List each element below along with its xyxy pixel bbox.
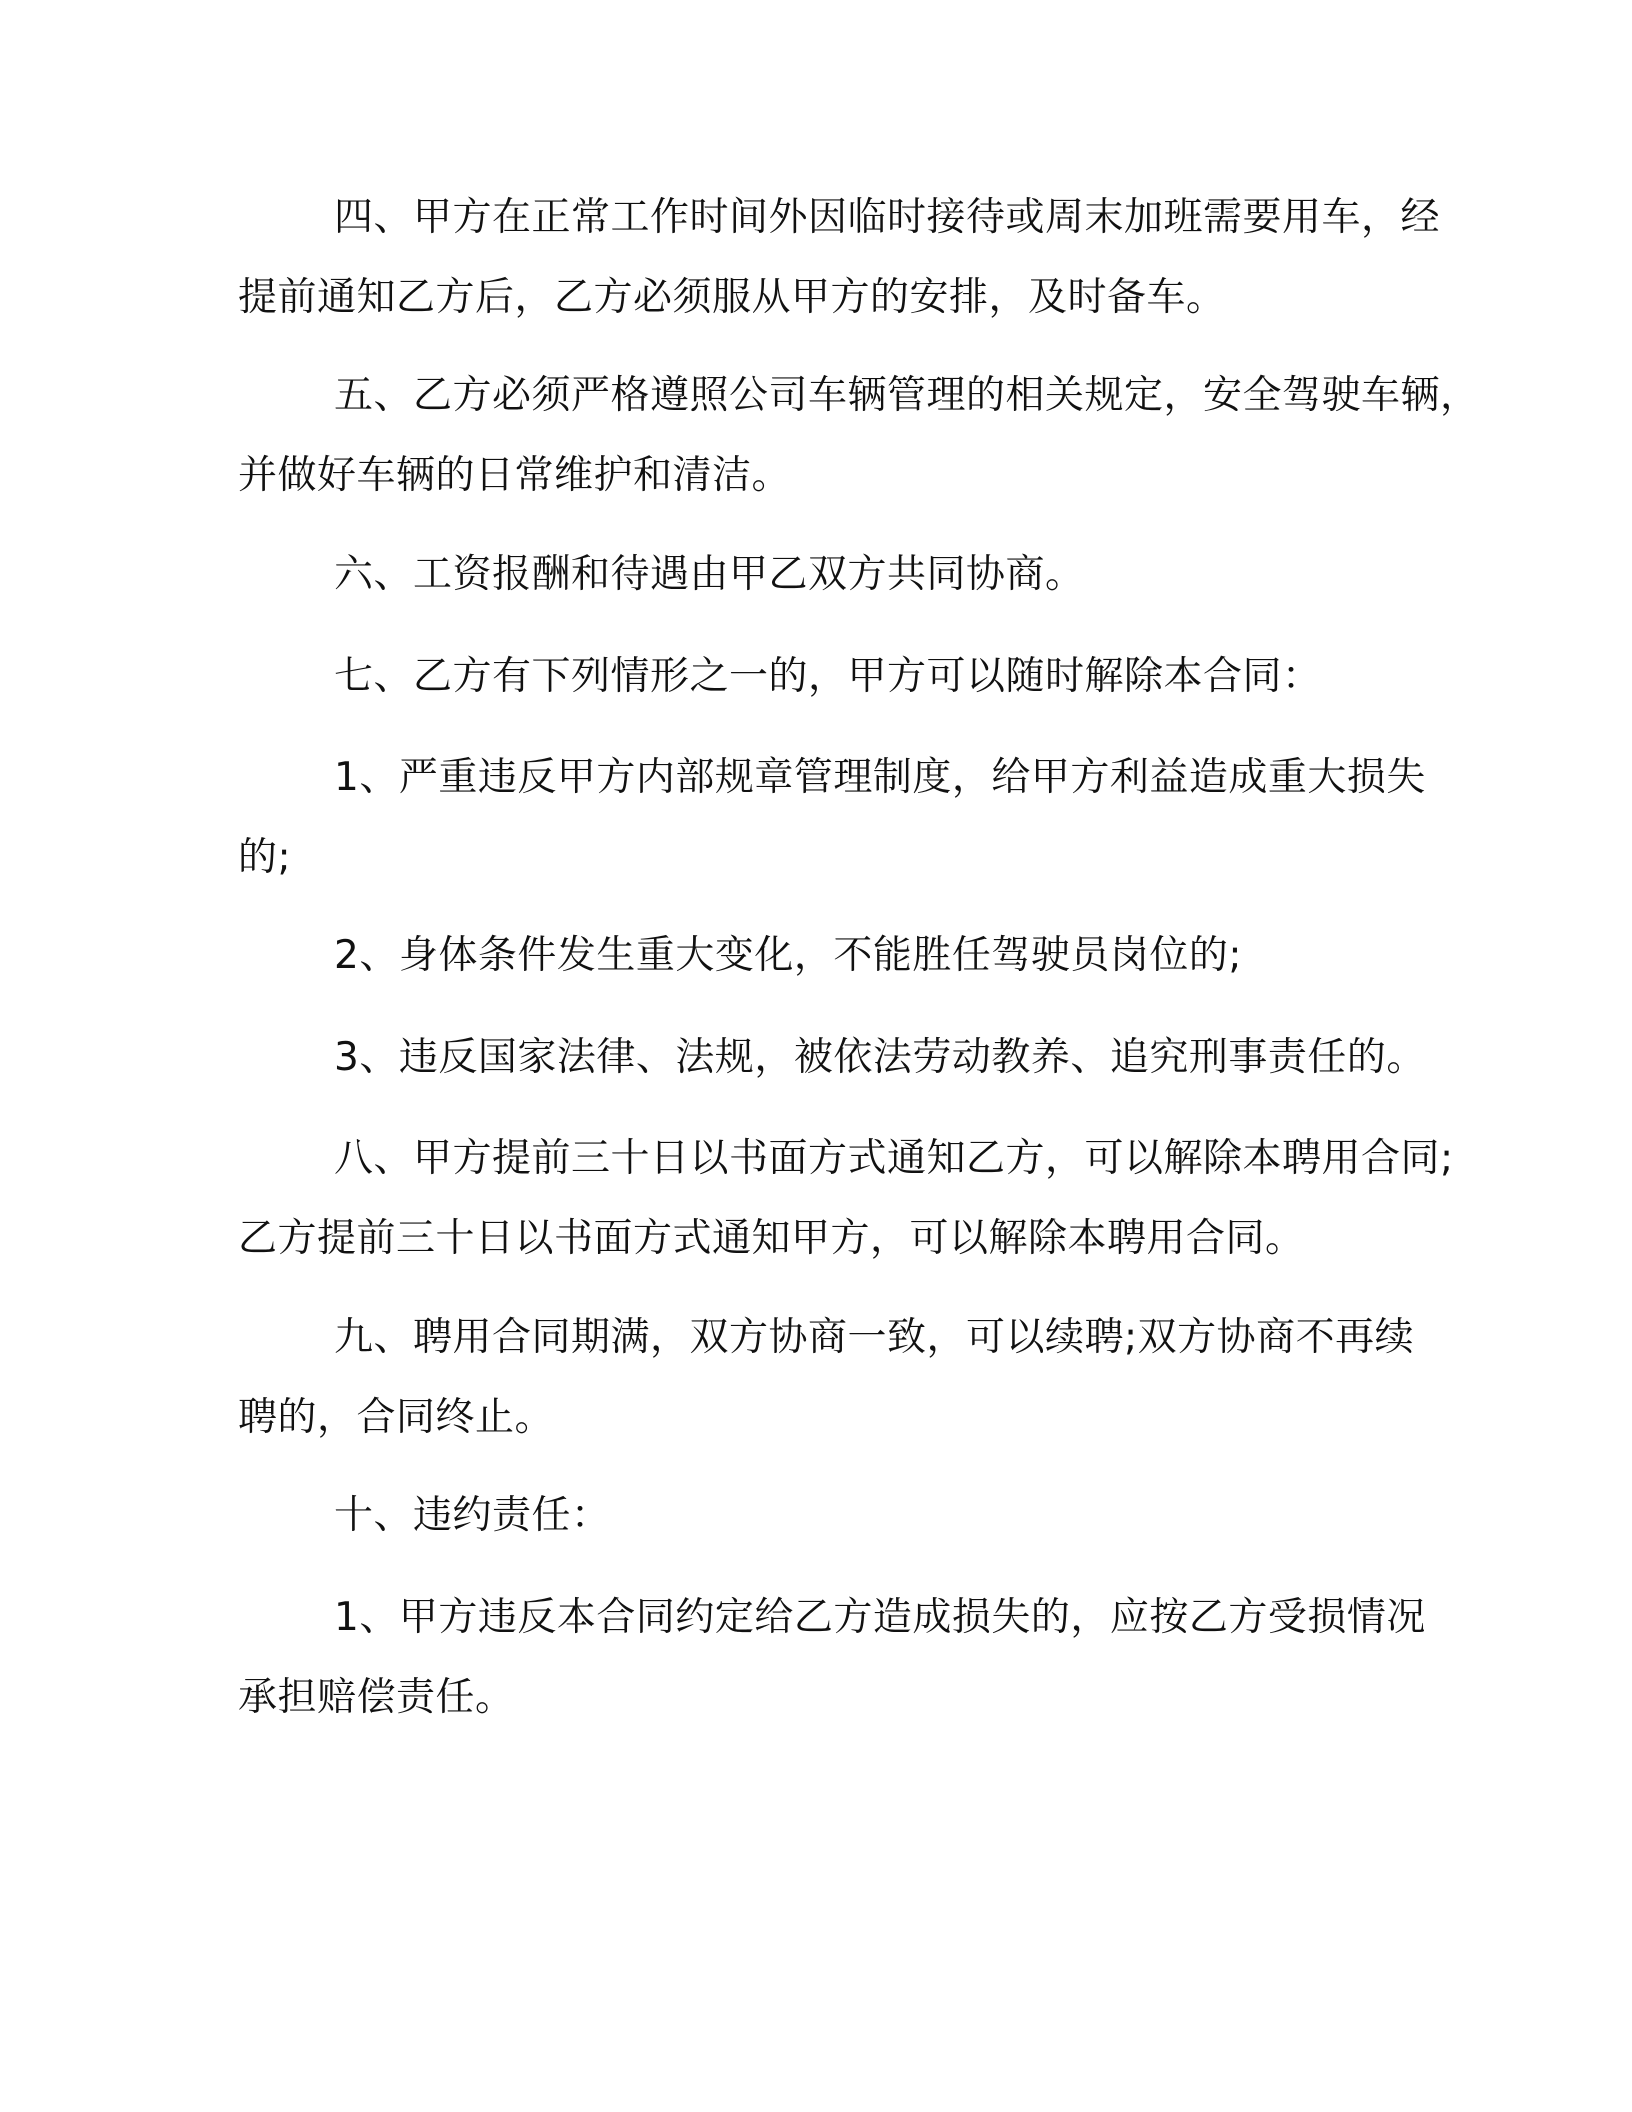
clause-6-line-1: 六、工资报酬和待遇由甲乙双方共同协商。 bbox=[334, 552, 1085, 597]
clause-10-item-1-line-2: 承担赔偿责任。 bbox=[238, 1675, 515, 1720]
clause-7-item-1-line-1: 1、严重违反甲方内部规章管理制度，给甲方利益造成重大损失 bbox=[334, 755, 1426, 800]
clause-5-line-2: 并做好车辆的日常维护和清洁。 bbox=[238, 453, 792, 498]
clause-4-line-2: 提前通知乙方后，乙方必须服从甲方的安排，及时备车。 bbox=[238, 275, 1226, 320]
clause-10-line-1: 十、违约责任： bbox=[334, 1493, 611, 1538]
clause-8-line-2: 乙方提前三十日以书面方式通知甲方，可以解除本聘用合同。 bbox=[238, 1216, 1305, 1261]
clause-7-item-1-line-2: 的; bbox=[238, 835, 292, 880]
clause-8-line-1: 八、甲方提前三十日以书面方式通知乙方，可以解除本聘用合同; bbox=[334, 1136, 1454, 1181]
clause-7-item-3-line-1: 3、违反国家法律、法规，被依法劳动教养、追究刑事责任的。 bbox=[334, 1035, 1426, 1080]
clause-9-line-2: 聘的，合同终止。 bbox=[238, 1395, 555, 1440]
clause-10-item-1-line-1: 1、甲方违反本合同约定给乙方造成损失的，应按乙方受损情况 bbox=[334, 1595, 1426, 1640]
clause-7-item-2-line-1: 2、身体条件发生重大变化，不能胜任驾驶员岗位的; bbox=[334, 933, 1242, 978]
clause-7-line-1: 七、乙方有下列情形之一的，甲方可以随时解除本合同： bbox=[334, 654, 1322, 699]
clause-5-line-1: 五、乙方必须严格遵照公司车辆管理的相关规定，安全驾驶车辆， bbox=[334, 373, 1480, 418]
clause-9-line-1: 九、聘用合同期满，双方协商一致，可以续聘;双方协商不再续 bbox=[334, 1315, 1415, 1360]
clause-4-line-1: 四、甲方在正常工作时间外因临时接待或周末加班需要用车，经 bbox=[334, 195, 1441, 240]
